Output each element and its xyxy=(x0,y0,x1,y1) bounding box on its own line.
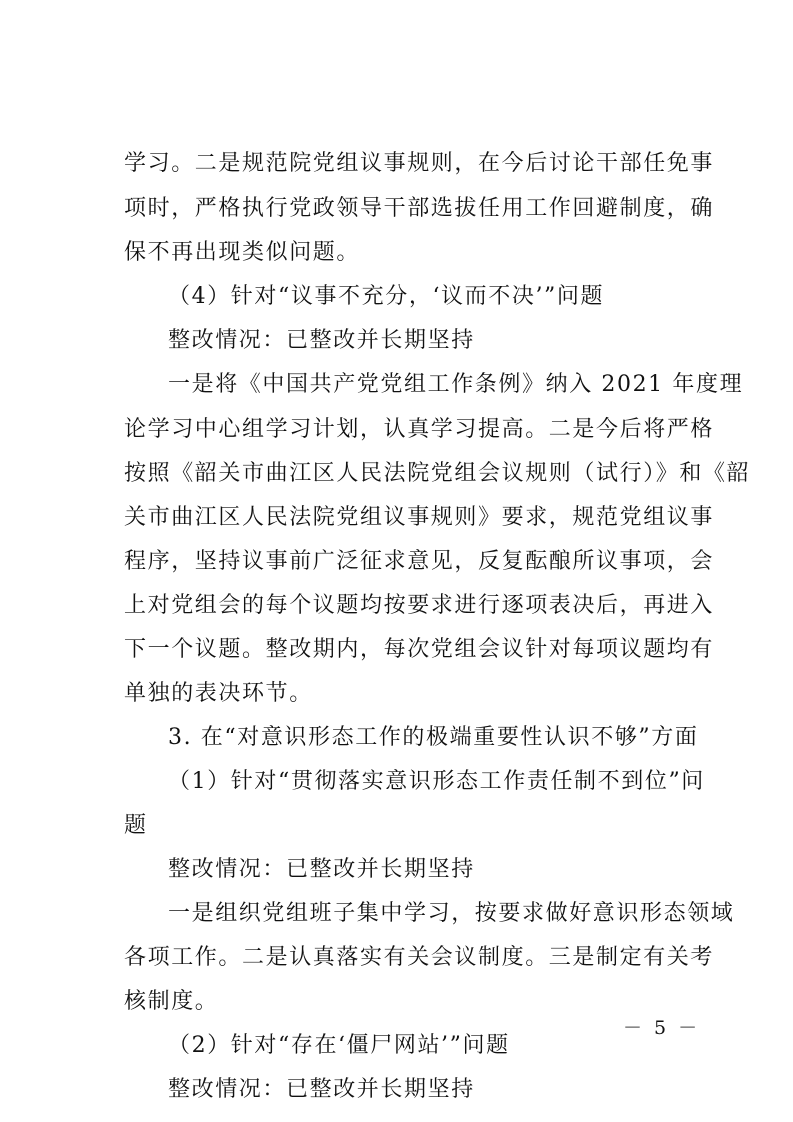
text-line: 学习。二是规范院党组议事规则，在今后讨论干部任免事 xyxy=(124,151,715,176)
text-line: 项时，严格执行党政领导干部选拔任用工作回避制度，确 xyxy=(124,196,715,221)
text-line: 保不再出现类似问题。 xyxy=(124,240,361,265)
text-line: 论学习中心组学习计划，认真学习提高。二是今后将严格 xyxy=(124,417,715,442)
section-heading: （1）针对“贯彻落实意识形态工作责任制不到位”问 xyxy=(168,769,705,794)
text-line: 程序，坚持议事前广泛征求意见，反复酝酿所议事项，会 xyxy=(124,549,715,574)
section-heading: 3. 在“对意识形态工作的极端重要性认识不够”方面 xyxy=(168,725,699,750)
status-line: 整改情况：已整改并长期坚持 xyxy=(168,857,475,882)
text-line: 下一个议题。整改期内，每次党组会议针对每项议题均有 xyxy=(124,637,715,662)
text-line: 各项工作。二是认真落实有关会议制度。三是制定有关考 xyxy=(124,945,715,970)
text-line: 题 xyxy=(124,813,148,838)
text-line: 一是组织党组班子集中学习，按要求做好意识形态领域 xyxy=(168,901,735,926)
status-line: 整改情况：已整改并长期坚持 xyxy=(168,328,475,353)
section-heading: （2）针对“存在‘僵尸网站’”问题 xyxy=(168,1033,510,1058)
status-line: 整改情况：已整改并长期坚持 xyxy=(168,1077,475,1102)
text-line: 关市曲江区人民法院党组议事规则》要求，规范党组议事 xyxy=(124,505,715,530)
text-line: 上对党组会的每个议题均按要求进行逐项表决后，再进入 xyxy=(124,593,715,618)
section-heading: （4）针对“议事不充分，‘议而不决’”问题 xyxy=(168,284,605,309)
text-line: 一是将《中国共产党党组工作条例》纳入 2021 年度理 xyxy=(168,372,744,397)
page-number: － 5 － xyxy=(623,1017,701,1039)
text-line: 单独的表决环节。 xyxy=(124,681,313,706)
text-line: 按照《韶关市曲江区人民法院党组会议规则（试行）》和《韶 xyxy=(124,461,751,486)
text-line: 核制度。 xyxy=(124,989,219,1014)
